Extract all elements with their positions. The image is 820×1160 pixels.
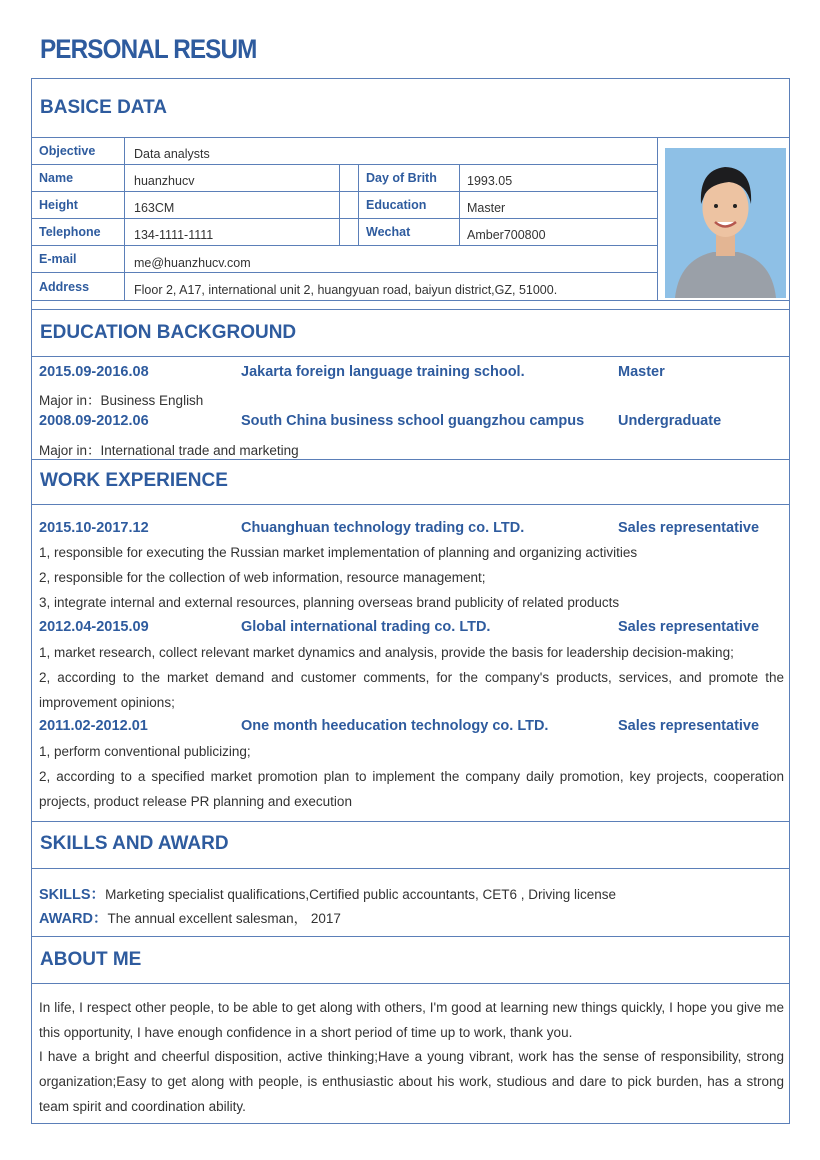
edu-major: Major in：Business English xyxy=(39,393,204,408)
edu-school: Jakarta foreign language training school. xyxy=(241,364,525,380)
work-duty: 1, responsible for executing the Russian market implementation of planning and organizing activities xyxy=(39,545,638,560)
divider xyxy=(32,983,790,984)
work-role: Sales representative xyxy=(618,619,760,635)
name-value: huanzhucv xyxy=(134,174,195,188)
objective-label: Objective xyxy=(39,144,96,158)
divider xyxy=(32,821,790,822)
telephone-label: Telephone xyxy=(39,225,101,239)
divider xyxy=(32,868,790,869)
education-value: Master xyxy=(467,201,506,215)
skills-label: SKILLS： xyxy=(39,887,106,903)
skills-heading: SKILLS AND AWARD xyxy=(40,833,229,854)
award-label: AWARD： xyxy=(39,911,108,927)
edu-degree: Undergraduate xyxy=(618,413,722,429)
address-value: Floor 2, A17, international unit 2, huangyuan road, baiyun district,GZ, 51000. xyxy=(134,283,558,297)
work-company: One month heeducation technology co. LTD. xyxy=(241,718,549,734)
name-label: Name xyxy=(39,171,74,185)
edu-school: South China business school guangzhou campus xyxy=(241,413,585,429)
address-label: Address xyxy=(39,280,90,294)
resume-title: PERSONAL RESUM xyxy=(40,34,257,64)
work-role: Sales representative xyxy=(618,718,760,734)
birth-value: 1993.05 xyxy=(467,174,513,188)
work-duty: 2, responsible for the collection of web information, resource management; xyxy=(39,570,486,585)
person-portrait-icon xyxy=(665,148,786,298)
edu-date: 2008.09-2012.06 xyxy=(39,413,149,429)
work-role: Sales representative xyxy=(618,520,760,536)
work-company: Global international trading co. LTD. xyxy=(241,619,491,635)
email-label: E-mail xyxy=(39,252,77,266)
wechat-label: Wechat xyxy=(366,225,411,239)
divider xyxy=(32,459,790,460)
divider xyxy=(32,137,790,138)
height-label: Height xyxy=(39,198,78,212)
edu-date: 2015.09-2016.08 xyxy=(39,364,149,380)
about-paragraph: I have a bright and cheerful disposition, active thinking;Have a young vibrant, work has the sense of responsibility, strong organization;Easy to get along with people, is enthusiastic about his work, studious and dare to pick burden, has a strong team spirit and coordination ability. xyxy=(39,1049,784,1114)
wechat-value: Amber700800 xyxy=(467,228,546,242)
profile-photo xyxy=(665,148,786,298)
divider xyxy=(32,504,790,505)
education-heading: EDUCATION BACKGROUND xyxy=(40,322,297,343)
work-duty: 1, market research, collect relevant market dynamics and analysis, provide the basis for leadership decision-making; xyxy=(39,645,734,660)
work-date: 2015.10-2017.12 xyxy=(39,520,149,536)
divider xyxy=(32,936,790,937)
basic-data-heading: BASICE DATA xyxy=(40,97,168,118)
birth-label: Day of Brith xyxy=(366,171,437,185)
work-duty: 2, according to the market demand and customer comments, for the company's products, services, and promote the improvement opinions; xyxy=(39,670,784,710)
work-duty: 3, integrate internal and external resources, planning overseas brand publicity of related products xyxy=(39,595,620,610)
work-duty: 1, perform conventional publicizing; xyxy=(39,744,251,759)
about-paragraph: In life, I respect other people, to be able to get along with others, I'm good at learning new things quickly, I hope you give me this opportunity, I have enough confidence in a short period of time up to work, thank you. xyxy=(39,1000,784,1040)
edu-degree: Master xyxy=(618,364,665,380)
edu-major: Major in：International trade and marketing xyxy=(39,443,299,458)
divider xyxy=(32,309,790,310)
telephone-value: 134-1111-1111 xyxy=(134,228,214,242)
work-company: Chuanghuan technology trading co. LTD. xyxy=(241,520,525,536)
work-date: 2011.02-2012.01 xyxy=(39,718,148,734)
skills-value: Marketing specialist qualifications,Certified public accountants, CET6 , Driving license xyxy=(105,887,617,902)
objective-value: Data analysts xyxy=(134,147,210,161)
divider xyxy=(32,356,790,357)
award-value: The annual excellent salesman， 2017 xyxy=(107,911,341,926)
height-value: 163CM xyxy=(134,201,175,215)
work-date: 2012.04-2015.09 xyxy=(39,619,149,635)
email-value: me@huanzhucv.com xyxy=(134,256,251,270)
work-duty: 2, according to a specified market promotion plan to implement the company daily promotion, key projects, cooperation projects, product release PR planning and execution xyxy=(39,769,784,809)
work-heading: WORK EXPERIENCE xyxy=(40,470,228,491)
award-line xyxy=(39,907,341,928)
education-label: Education xyxy=(366,198,427,212)
about-heading: ABOUT ME xyxy=(40,949,142,970)
skills-line xyxy=(39,883,616,904)
